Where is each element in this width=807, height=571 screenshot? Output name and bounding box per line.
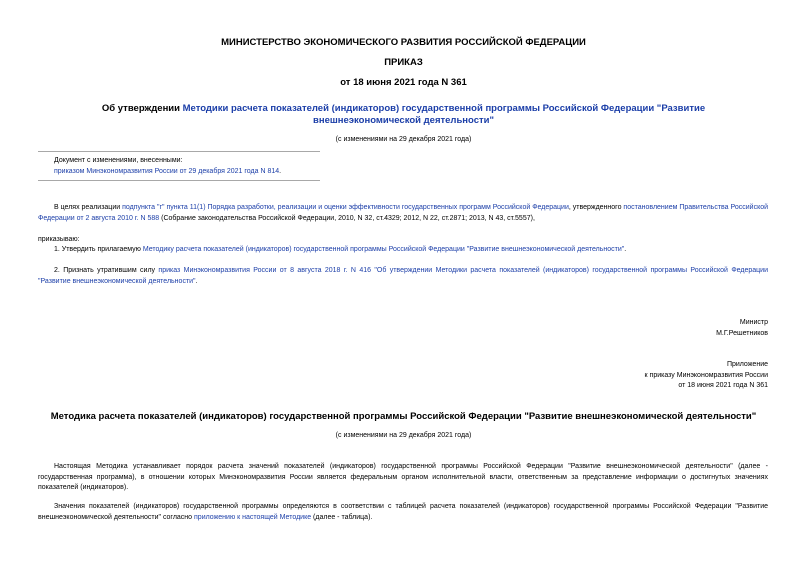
divider-top (38, 151, 320, 152)
ministry-heading: МИНИСТЕРСТВО ЭКОНОМИЧЕСКОГО РАЗВИТИЯ РОССИЙСКОЙ ФЕДЕРАЦИИ (221, 37, 586, 48)
doc-date-number: от 18 июня 2021 года N 361 (340, 77, 467, 88)
preamble-link-procedure[interactable]: подпункта "г" пункта 11(1) Порядка разработки, реализации и оценки эффективности государственных программ Российской Федерации (122, 204, 569, 211)
signature-block (716, 318, 768, 339)
signature-name: М.Г.Решетников (716, 329, 768, 337)
changes-line (54, 166, 281, 177)
methodology-edition-note: (с изменениями на 29 декабря 2021 года) (335, 432, 472, 439)
doc-title-prefix: Об утверждении (101, 103, 183, 114)
preamble-text-1: В целях реализации (54, 204, 123, 211)
methodology-appendix-link[interactable]: приложению к настоящей Методике (194, 513, 312, 521)
doc-title-link[interactable]: Методики расчета показателей (индикаторов) государственной программы Российской Федерации "Развитие внешнеэкономической деятельности" (182, 103, 706, 126)
item-2-paragraph (38, 266, 768, 287)
item-2-suffix: . (195, 277, 198, 285)
changes-label: Документ с изменениями, внесенными: (54, 157, 183, 164)
item-2-text: 2. Признать утратившим силу (54, 267, 159, 274)
methodology-paragraph-1: Настоящая Методика устанавливает порядок расчета значений показателей (индикаторов) государственной программы Российской Федерации "Развитие внешнеэкономической деятельности" (далее - государственная программа), в отношении которых Минэкономразвития России является федеральным органом исполнительной власти, ответственным за представление информации о достигнутых значениях показателей (индикаторов). (38, 463, 768, 491)
item-1-link[interactable]: Методику расчета показателей (индикаторов) государственной программы Российской Федерации "Развитие внешнеэкономической деятельности" (142, 246, 625, 253)
changes-box (54, 155, 281, 177)
preamble-text-3: (Собрание законодательства Российской Федерации, 2010, N 32, ст.4329; 2012, N 22, ст.2871; 2013, N 43, ст.5557), (159, 214, 535, 222)
appendix-line-2: к приказу Минэкономразвития России (644, 371, 768, 379)
changes-link[interactable]: приказом Минэкономразвития России от 29 декабря 2021 года N 814 (54, 168, 280, 175)
item-1-suffix: . (624, 246, 627, 253)
signature-position: Министр (739, 319, 768, 326)
item-1-text: 1. Утвердить прилагаемую (54, 246, 143, 253)
doc-type-heading: ПРИКАЗ (384, 57, 423, 68)
preamble-paragraph (38, 203, 768, 224)
order-word: приказываю: (38, 236, 80, 243)
item-2-link[interactable]: приказ Минэкономразвития России от 8 августа 2018 г. N 416 "Об утверждении Методики расчета показателей (индикаторов) государственной программы Российской Федерации "Развитие внешнеэкономической деятельности" (38, 267, 768, 285)
methodology-paragraph-2 (38, 502, 768, 523)
doc-title (60, 103, 747, 127)
item-1-paragraph (38, 245, 768, 256)
methodology-paragraph-2-suffix: (далее - таблица). (311, 513, 373, 521)
edition-note: (с изменениями на 29 декабря 2021 года) (335, 136, 472, 143)
preamble-link-resolution[interactable]: постановлением Правительства Российской Федерации от 2 августа 2010 г. N 588 (38, 204, 769, 222)
methodology-paragraph-2-text: Значения показателей (индикаторов) государственной программы определяются в соответствии с таблицей расчета показателей (индикаторов) государственной программы Российской Федерации "Развитие внешнеэкономической деятельности" согласно (38, 503, 768, 521)
appendix-line-1: Приложение (726, 361, 768, 368)
methodology-title: Методика расчета показателей (индикаторов) государственной программы Российской Федерации "Развитие внешнеэкономической деятельности" (50, 411, 757, 422)
preamble-text-2: , утвержденного (568, 204, 624, 211)
divider-bottom (38, 180, 320, 181)
changes-suffix: . (279, 168, 282, 175)
appendix-block (645, 360, 768, 392)
appendix-line-3: от 18 июня 2021 года N 361 (678, 382, 768, 389)
